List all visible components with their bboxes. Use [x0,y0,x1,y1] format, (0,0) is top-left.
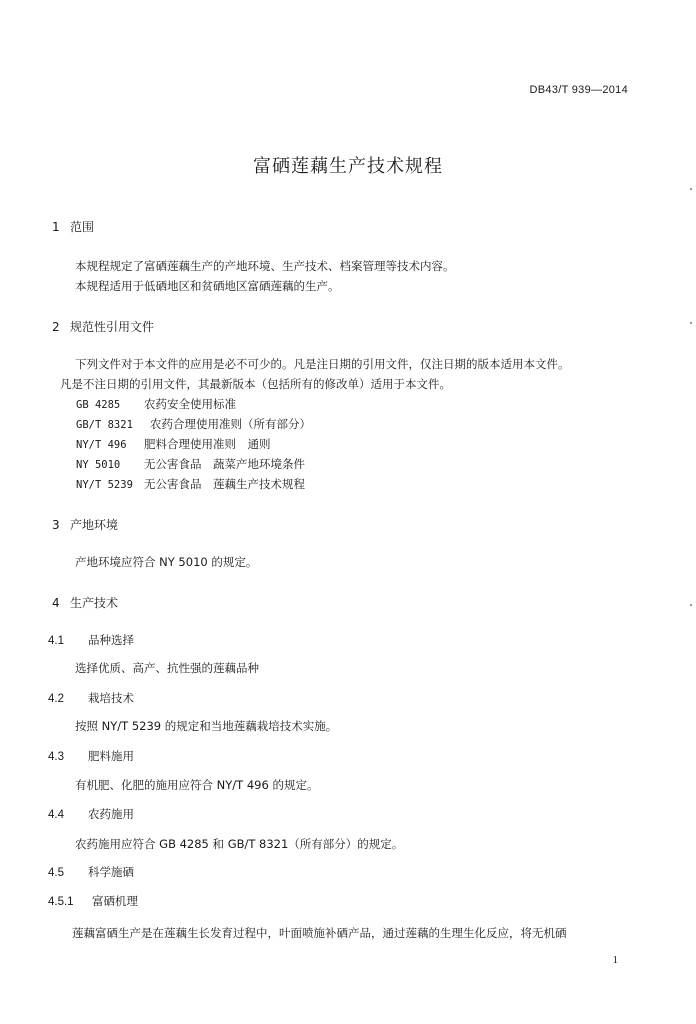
subsection-title: 肥料施用 [88,749,134,763]
paragraph: 选择优质、高产、抗性强的莲藕品种 [75,661,259,675]
subsection-title: 科学施硒 [88,865,134,879]
paragraph: 农药施用应符合 GB 4285 和 GB/T 8321（所有部分）的规定。 [75,837,404,851]
subsection-4-3-heading [48,748,134,764]
subsection-number: 4.2 [48,693,64,705]
reference-item [76,396,236,412]
paragraph: 有机肥、化肥的施用应符合 NY/T 496 的规定。 [75,778,319,792]
subsection-4-5-1-heading [48,893,138,909]
subsection-number: 4.5.1 [48,896,74,908]
scan-speck [690,188,692,190]
subsection-number: 4.1 [48,635,64,647]
subsection-4-5-heading [48,864,134,880]
scan-speck [690,604,692,606]
reference-code: GB 4285 [76,399,121,411]
section-title: 生产技术 [70,596,119,610]
reference-name: 农药安全使用标准 [144,397,236,411]
section-number: 3 [52,518,60,532]
paragraph: 凡是不注日期的引用文件，其最新版本（包括所有的修改单）适用于本文件。 [60,377,451,391]
subsection-number: 4.4 [48,809,64,821]
section-title: 产地环境 [70,518,119,532]
subsection-4-2-heading [48,690,134,706]
paragraph: 莲藕富硒生产是在莲藕生长发育过程中，叶面喷施补硒产品，通过莲藕的生理生化反应，将无机硒 [72,926,567,940]
paragraph: 本规程适用于低硒地区和贫硒地区富硒莲藕的生产。 [75,279,340,293]
reference-name: 无公害食品 蔬菜产地环境条件 [144,457,305,471]
page-number: 1 [612,954,618,966]
section-title: 规范性引用文件 [70,320,155,334]
reference-item [76,436,271,452]
reference-name: 肥料合理使用准则 通则 [144,437,271,451]
subsection-4-4-heading [48,806,134,822]
subsection-title: 富硒机理 [92,894,138,908]
section-number: 1 [52,220,60,234]
subsection-number: 4.3 [48,751,64,763]
subsection-title: 农药施用 [88,807,134,821]
reference-name: 无公害食品 莲藕生产技术规程 [144,477,305,491]
subsection-title: 栽培技术 [88,691,134,705]
reference-item [76,416,311,432]
paragraph: 产地环境应符合 NY 5010 的规定。 [75,555,258,569]
section-3-heading [52,516,118,533]
paragraph: 本规程规定了富硒莲藕生产的产地环境、生产技术、档案管理等技术内容。 [75,259,455,273]
scan-speck [690,322,692,324]
section-number: 4 [52,596,60,610]
reference-name: 农药合理使用准则（所有部分） [150,417,311,431]
paragraph: 按照 NY/T 5239 的规定和当地莲藕栽培技术实施。 [75,719,338,733]
reference-item [76,476,305,492]
paragraph: 下列文件对于本文件的应用是必不可少的。凡是注日期的引用文件，仅注日期的版本适用本文件。 [75,357,570,371]
standard-code: DB43/T 939—2014 [529,84,628,96]
document-title: 富硒莲藕生产技术规程 [253,156,443,177]
reference-code: NY 5010 [76,459,121,471]
reference-code: GB/T 8321 [76,419,133,431]
section-title: 范围 [70,220,95,234]
subsection-title: 品种选择 [88,633,134,647]
section-number: 2 [52,320,60,334]
reference-code: NY/T 496 [76,439,127,451]
reference-code: NY/T 5239 [76,479,133,491]
subsection-number: 4.5 [48,867,64,879]
section-4-heading [52,594,118,611]
section-2-heading [52,318,154,335]
section-1-heading [52,218,94,235]
subsection-4-1-heading [48,632,134,648]
reference-item [76,456,305,472]
